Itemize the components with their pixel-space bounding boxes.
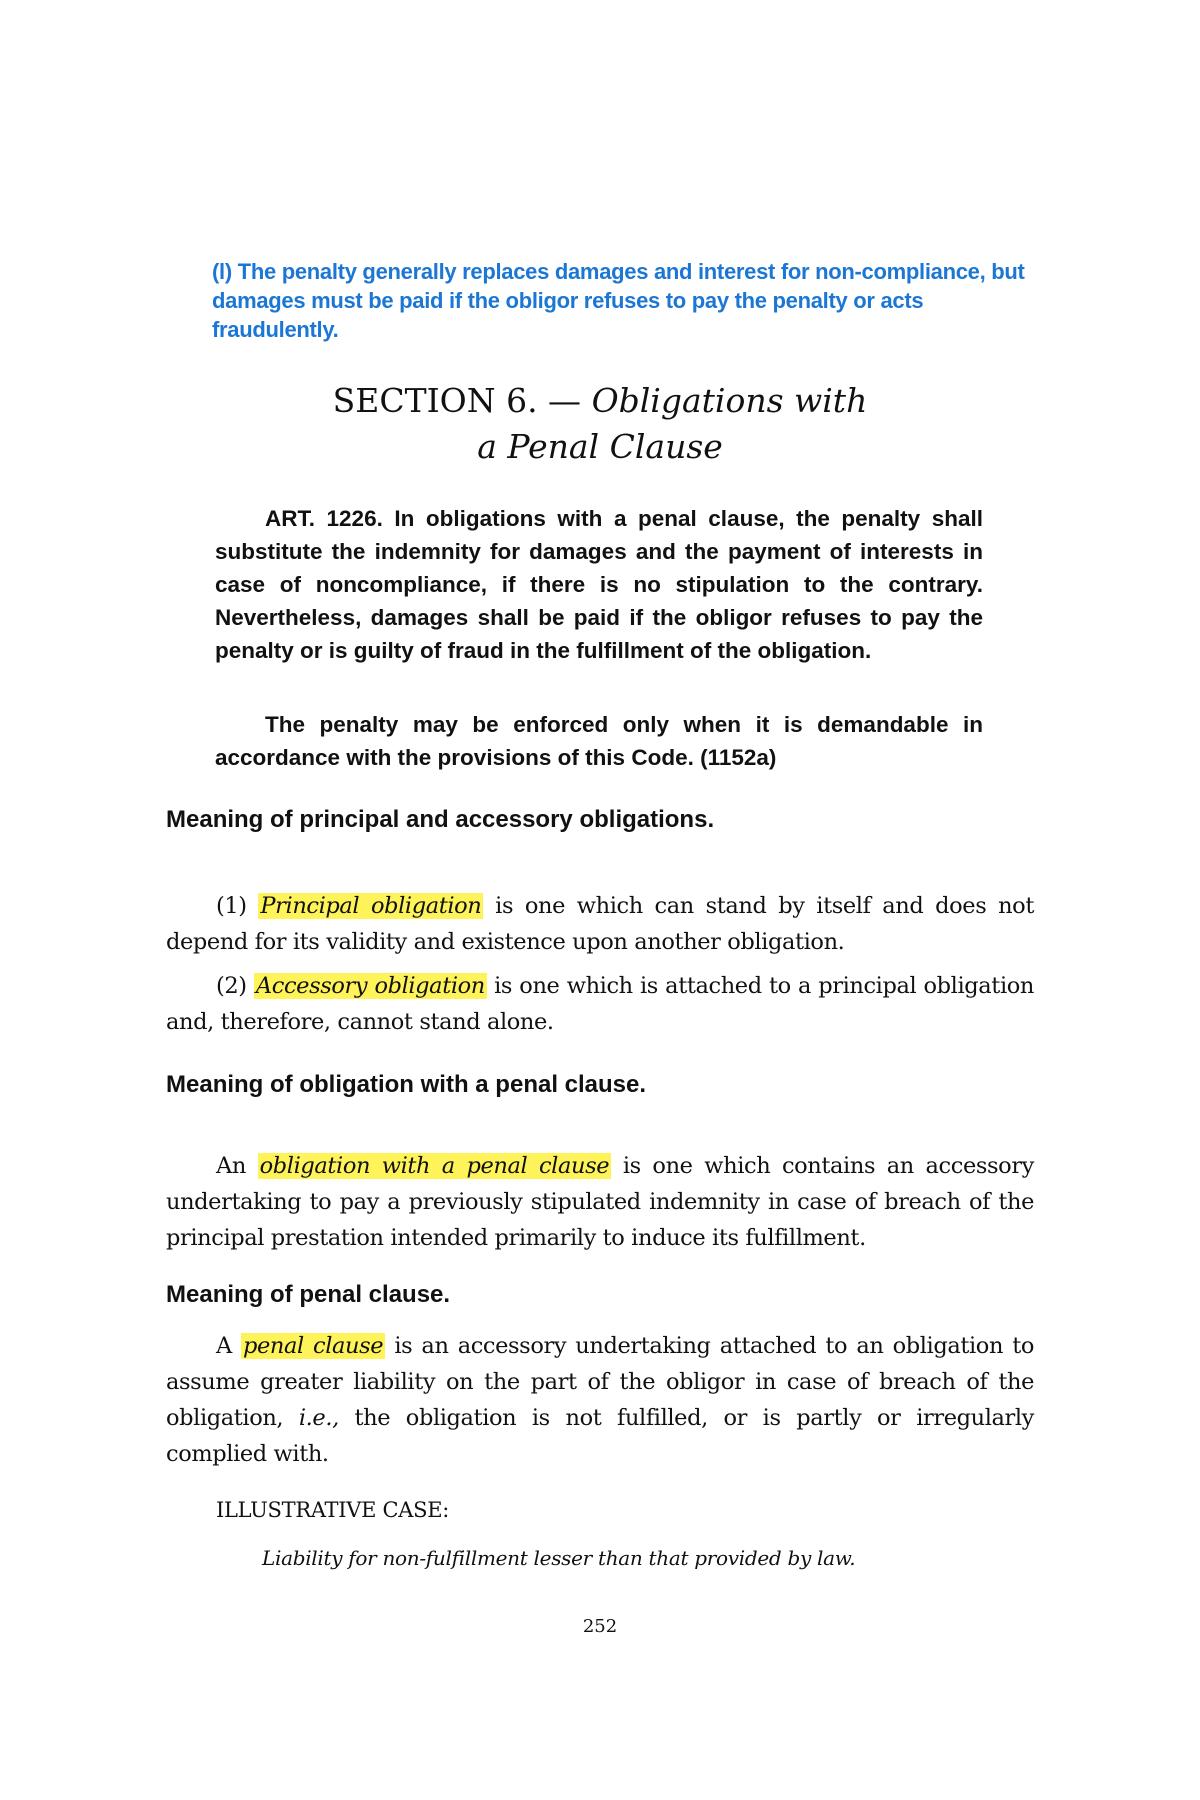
article-1226-paragraph-2: The penalty may be enforced only when it is demandable in accordance with the provisions of this Code. (1152a) <box>215 712 983 770</box>
highlighted-term: obligation with a penal clause <box>259 1153 610 1179</box>
illustrative-case-title: Liability for non-fulfillment lesser than that provided by law. <box>262 1546 856 1570</box>
section-title-line-2: a Penal Clause <box>477 427 723 466</box>
paragraph-text-mid: is an accessory undertaking attached to an obligation to assume greater liability on the part of the obligor in case of breach of the obligation, <box>166 1333 1034 1431</box>
paragraph-text: the obligation is not fulfilled, or is partly or irregularly complied with. <box>166 1405 1034 1467</box>
item-number: (2) <box>216 973 254 999</box>
page-number: 252 <box>582 1616 618 1637</box>
paragraph-accessory-obligation <box>166 968 1034 1040</box>
paragraph-penal-clause <box>166 1328 1034 1472</box>
paragraph-obligation-penal-clause <box>166 1148 1034 1256</box>
paragraph-text: is one which is attached to a principal obligation and, therefore, cannot stand alone. <box>166 973 1034 1035</box>
heading-obligation-penal-clause: Meaning of obligation with a penal clause. <box>166 1071 647 1098</box>
section-title <box>0 378 1200 470</box>
heading-penal-clause: Meaning of penal clause. <box>166 1281 451 1308</box>
item-number: (1) <box>216 893 259 919</box>
paragraph-principal-obligation <box>166 888 1034 960</box>
section-prefix: SECTION 6. — <box>332 381 592 420</box>
section-title-italic-1: Obligations with <box>591 381 868 420</box>
section-title-line-1 <box>0 378 1200 424</box>
italic-ie: i.e., <box>298 1405 339 1431</box>
article-1226-paragraph-1: ART. 1226. In obligations with a penal clause, the penalty shall substitute the indemnity for damages and the payment of interests in case of noncompliance, if there is no stipulation to the contrary. Nevertheless, damages shall be paid if the obligor refuses to pay the penalty or is guilty of fraud in the fulfillment of the obligation. <box>215 506 983 663</box>
paragraph-text: is one which can stand by itself and does not depend for its validity and existence upon another obligation. <box>166 893 1034 955</box>
highlighted-term: Principal obligation <box>260 893 482 919</box>
highlighted-term: Accessory obligation <box>255 973 485 999</box>
highlighted-term: penal clause <box>243 1333 384 1359</box>
paragraph-text-pre: An <box>216 1153 258 1179</box>
heading-principal-accessory: Meaning of principal and accessory obligations. <box>166 806 715 833</box>
paragraph-text-pre: A <box>216 1333 242 1359</box>
illustrative-case-label: ILLUSTRATIVE CASE: <box>216 1498 450 1522</box>
paragraph-text: is one which contains an accessory undertaking to pay a previously stipulated indemnity in case of breach of the principal prestation intended primarily to induce its fulfillment. <box>166 1153 1034 1251</box>
margin-note: (l) The penalty generally replaces damages and interest for non-compliance, but damages must be paid if the obligor refuses to pay the penalty or acts fraudulently. <box>212 259 1025 342</box>
